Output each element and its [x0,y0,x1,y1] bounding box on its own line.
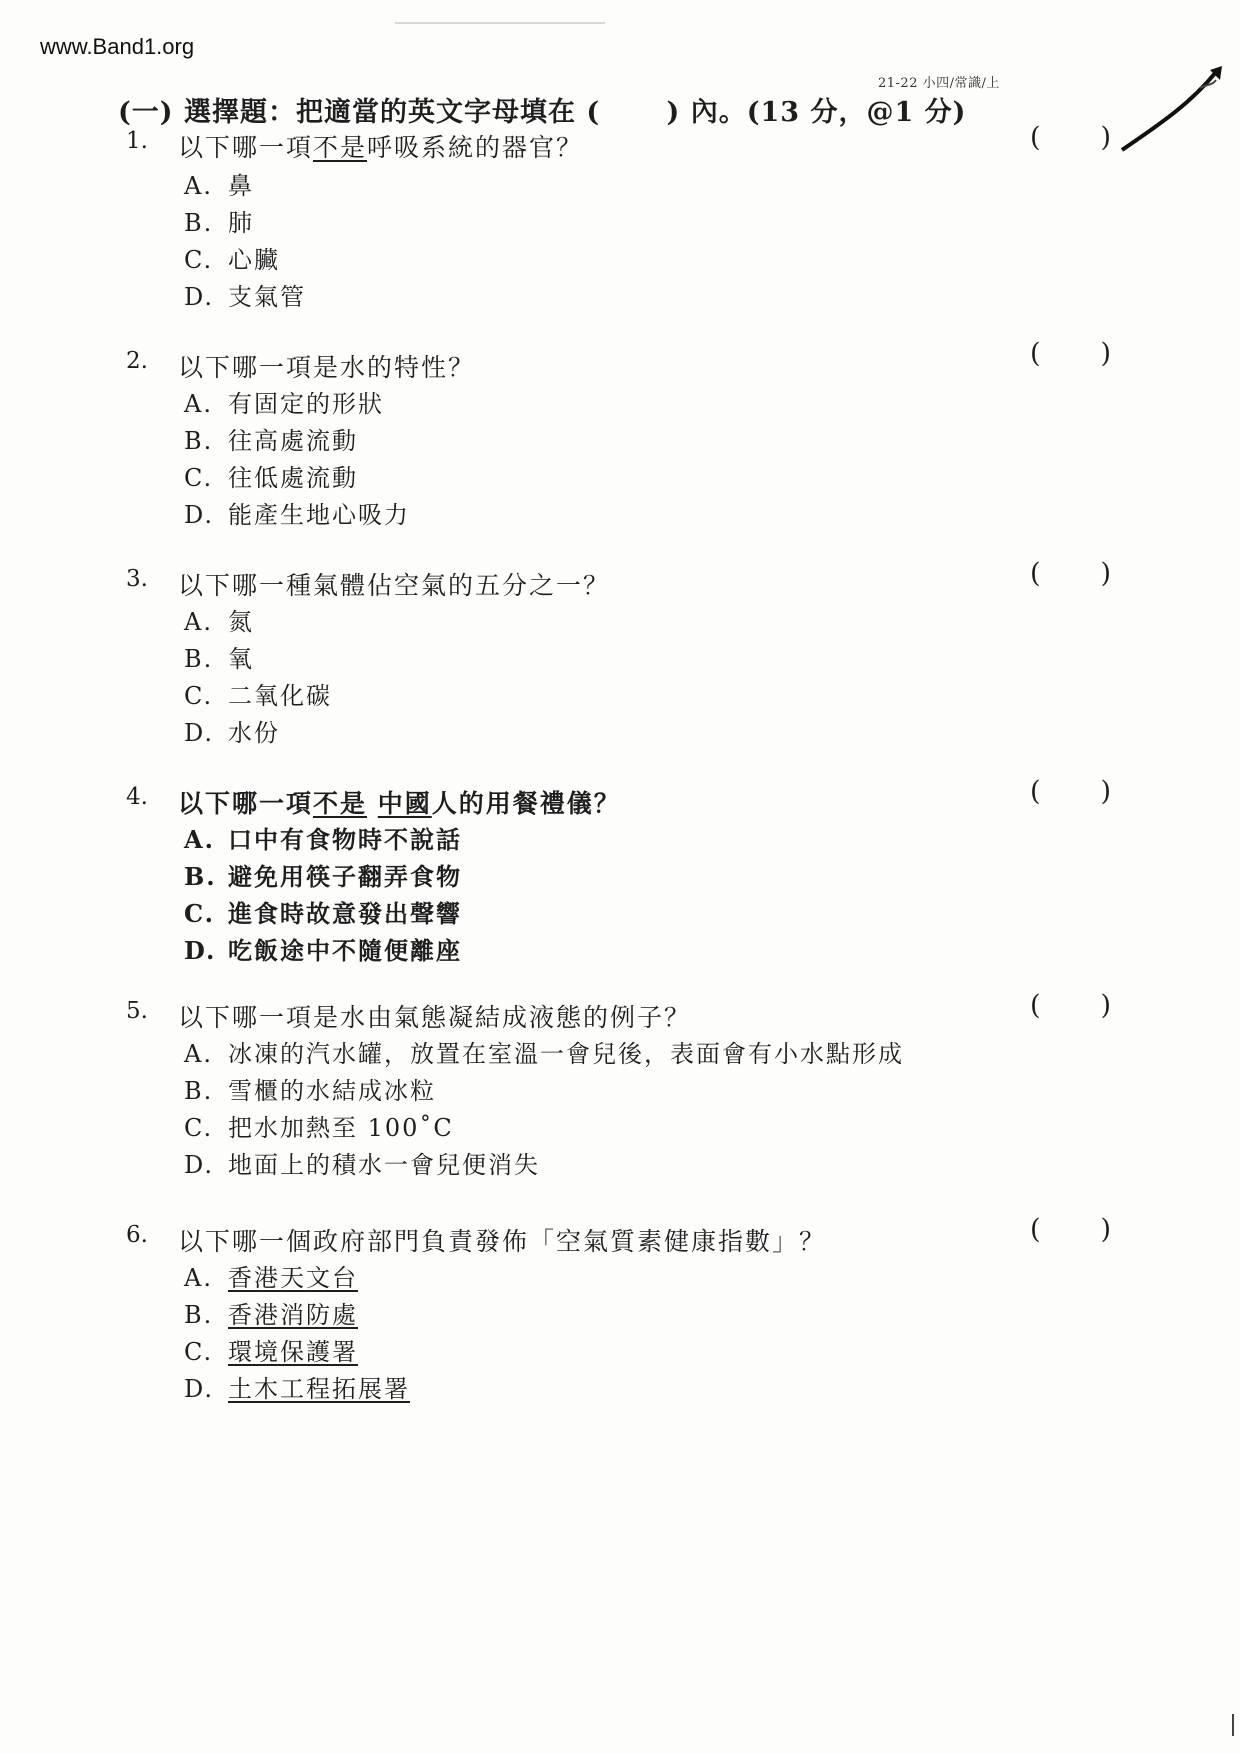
section-title: (一) 選擇題：把適當的英文字母填在 ( ) 內。(13 分，@1 分) [118,97,967,128]
question-text: 以下哪一項是水的特性？ [178,353,476,382]
option-c: C. 二氧化碳 [184,682,332,710]
option-b: B. 氧 [184,645,254,673]
option-d: D. 能產生地心吸力 [184,501,410,529]
question-text: 以下哪一項不是呼吸系統的器官？ [178,133,584,162]
proper-noun-underline: 中國 [377,789,432,818]
option-b: B. 香港消防處 [184,1301,358,1329]
question-number: 5. [126,998,148,1024]
question-number: 6. [126,1222,148,1248]
question-number: 3. [126,566,148,592]
scan-artifact-line [395,22,605,24]
answer-bracket[interactable]: ( ) [1030,122,1112,153]
question-number: 4. [126,784,148,810]
option-d: D. 地面上的積水一會兒便消失 [184,1151,540,1179]
option-b: B. 避免用筷子翻弄食物 [184,862,462,891]
option-c: C. 往低處流動 [184,464,358,492]
option-d: D. 吃飯途中不隨便離座 [184,936,462,965]
answer-bracket[interactable]: ( ) [1030,776,1112,807]
question-text: 以下哪一項是水由氣態凝結成液態的例子？ [178,1003,692,1032]
option-a: A. 香港天文台 [184,1264,358,1292]
answer-bracket[interactable]: ( ) [1030,338,1112,369]
site-watermark: www.Band1.org [40,34,195,59]
answer-bracket[interactable]: ( ) [1030,1214,1112,1245]
option-b: B. 肺 [184,209,254,237]
proper-noun-underline: 土木工程拓展署 [228,1375,410,1403]
option-d: D. 土木工程拓展署 [184,1375,410,1403]
paper-header-code: 21-22 小四/常識/上 [878,76,1000,91]
option-a: A. 氮 [184,608,254,636]
proper-noun-underline: 環境保護署 [228,1338,358,1366]
option-c: C. 把水加熱至 100˚C [184,1114,454,1142]
option-a: A. 冰凍的汽水罐，放置在室溫一會兒後，表面會有小水點形成 [184,1040,904,1068]
answer-bracket[interactable]: ( ) [1030,558,1112,589]
proper-noun-underline: 香港天文台 [228,1264,358,1292]
option-d: D. 水份 [184,719,280,747]
question-number: 1. [126,128,148,154]
scan-edge-mark [1232,1714,1234,1736]
question-number: 2. [126,348,148,374]
option-c: C. 心臟 [184,246,280,274]
option-c: C. 環境保護署 [184,1338,358,1366]
option-a: A. 有固定的形狀 [184,390,384,418]
option-b: B. 往高處流動 [184,427,358,455]
option-d: D. 支氣管 [184,283,306,311]
emphasis-underline: 不是 [313,789,368,818]
option-a: A. 口中有食物時不說話 [184,825,462,854]
question-text: 以下哪一種氣體佔空氣的五分之一？ [178,571,611,600]
question-text: 以下哪一個政府部門負責發佈「空氣質素健康指數」？ [178,1227,827,1256]
answer-bracket[interactable]: ( ) [1030,990,1112,1021]
option-a: A. 鼻 [184,172,254,200]
pen-mark-icon [1120,64,1230,154]
option-b: B. 雪櫃的水結成冰粒 [184,1077,436,1105]
option-c: C. 進食時故意發出聲響 [184,899,462,928]
question-text: 以下哪一項不是 中國人的用餐禮儀？ [178,789,621,818]
emphasis-underline: 不是 [313,133,368,162]
proper-noun-underline: 香港消防處 [228,1301,358,1329]
